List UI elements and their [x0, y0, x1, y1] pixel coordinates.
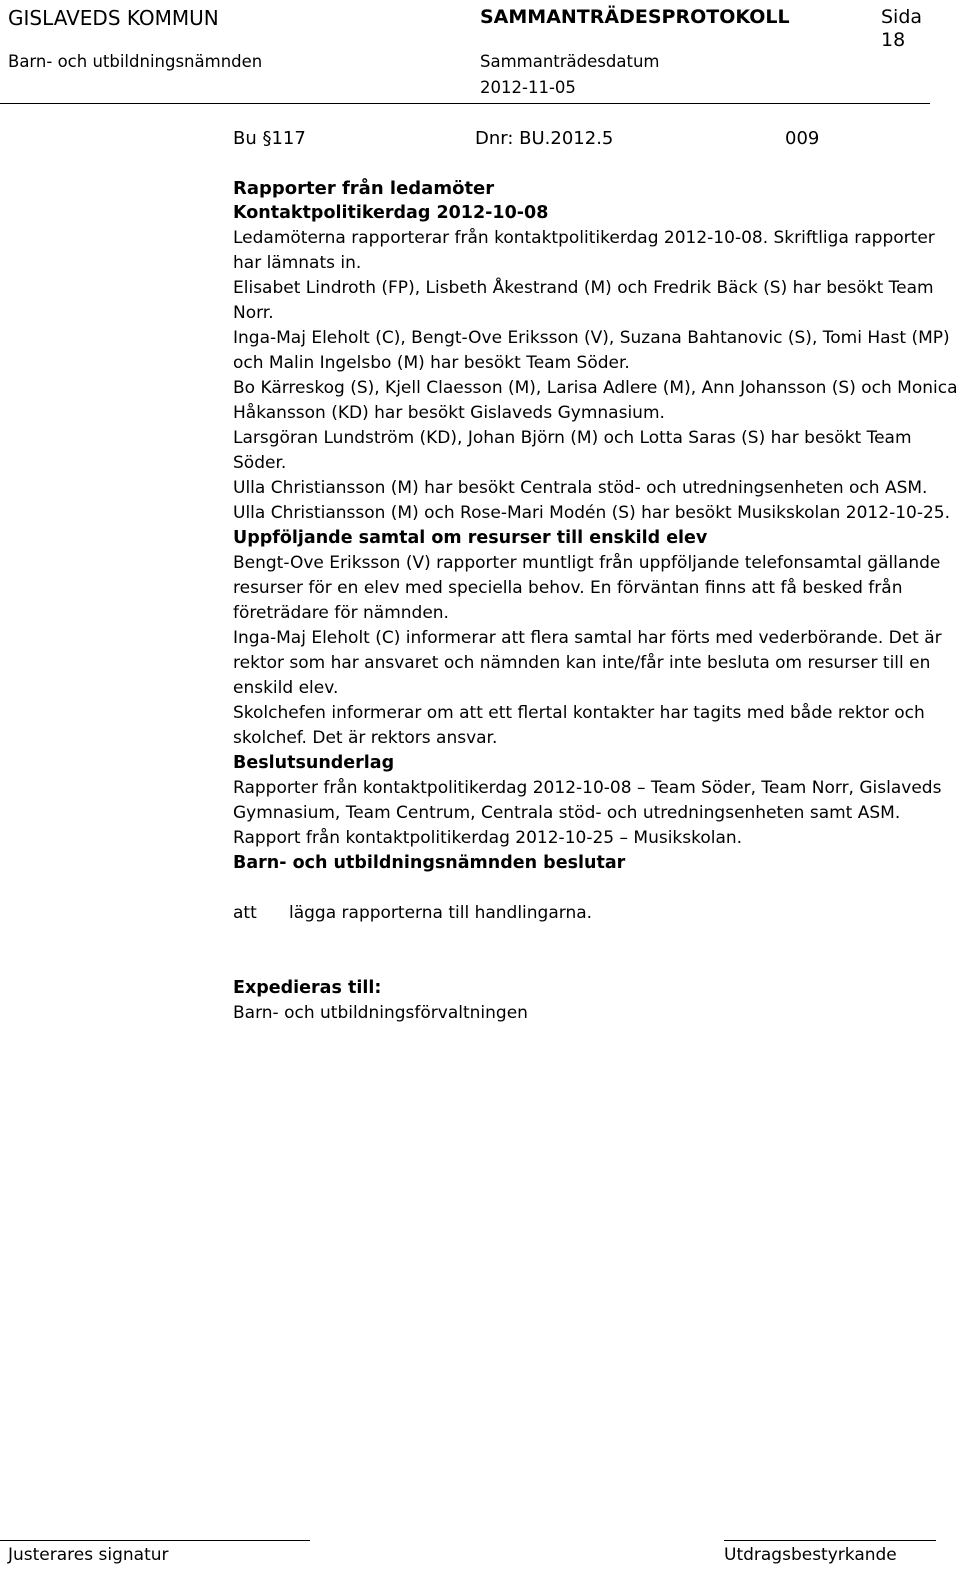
paragraph: Elisabet Lindroth (FP), Lisbeth Åkestrand (M) och Fredrik Bäck (S) har besökt Team Norr. [233, 278, 934, 323]
board-name: Barn- och utbildningsnämnden [8, 52, 263, 71]
decision-heading: Barn- och utbildningsnämnden beslutar [233, 853, 626, 873]
decision-text: lägga rapporterna till handlingarna. [289, 903, 593, 923]
paragraph: Larsgöran Lundström (KD), Johan Björn (M) och Lotta Saras (S) har besökt Team Söder. [233, 428, 912, 473]
document-title: SAMMANTRÄDESPROTOKOLL [480, 6, 790, 28]
paragraph: Ledamöterna rapporterar från kontaktpolitikerdag 2012-10-08. Skriftliga rapporter har lämnats in. [233, 228, 935, 273]
dispatch-heading: Expedieras till: [233, 978, 382, 998]
paragraph: Ulla Christiansson (M) och Rose-Mari Modén (S) har besökt Musikskolan 2012-10-25. [233, 503, 951, 523]
page-label: Sida [881, 6, 923, 28]
section-heading-follow-up: Uppföljande samtal om resurser till enskild elev [233, 528, 708, 548]
section-heading-contact-day: Kontaktpolitikerdag 2012-10-08 [233, 203, 549, 223]
meeting-date: 2012-11-05 [480, 78, 576, 97]
decision-basis-item: Rapport från kontaktpolitikerdag 2012-10-25 – Musikskolan. [233, 828, 743, 848]
diary-number: Dnr: BU.2012.5 [475, 128, 614, 149]
decision-basis-item: Rapporter från kontaktpolitikerdag 2012-10-08 – Team Söder, Team Norr, Gislaveds Gymnasium, Team Centrum, Centrala stöd- och utredningsenheten samt ASM. [233, 778, 942, 823]
decision-att: att [233, 903, 257, 923]
dispatch-recipient: Barn- och utbildningsförvaltningen [233, 1003, 528, 1023]
header-divider [0, 103, 930, 104]
paragraph: Skolchefen informerar om att ett flertal kontakter har tagits med både rektor och skolchef. Det är rektors ansvar. [233, 703, 925, 748]
adjuster-signature-label: Justerares signatur [8, 1545, 169, 1565]
paragraph: Inga-Maj Eleholt (C), Bengt-Ove Eriksson (V), Suzana Bahtanovic (S), Tomi Hast (MP) och Malin Ingelsbo (M) har besökt Team Söder. [233, 328, 950, 373]
paragraph: Inga-Maj Eleholt (C) informerar att flera samtal har förts med vederbörande. Det är rektor som har ansvaret och nämnden kan inte/får inte besluta om resurser till en enskild elev. [233, 628, 942, 698]
signature-line [0, 1540, 310, 1541]
paragraph: Ulla Christiansson (M) har besökt Centrala stöd- och utredningsenheten och ASM. [233, 478, 928, 498]
page-number: 18 [881, 29, 906, 51]
document-body [233, 126, 960, 1026]
municipality-name: GISLAVEDS KOMMUN [8, 6, 219, 30]
paragraph: Bo Kärreskog (S), Kjell Claesson (M), Larisa Adlere (M), Ann Johansson (S) och Monica Håkansson (KD) har besökt Gislaveds Gymnasium. [233, 378, 958, 423]
reference-line [233, 126, 960, 152]
certification-line [724, 1540, 936, 1541]
decision-line [233, 901, 960, 926]
decision-basis-heading: Beslutsunderlag [233, 753, 395, 773]
extract-certification-label: Utdragsbestyrkande [724, 1545, 897, 1565]
archive-code: 009 [785, 128, 820, 149]
paragraph-number: Bu §117 [233, 128, 306, 149]
meeting-date-label: Sammanträdesdatum [480, 52, 660, 71]
paragraph: Bengt-Ove Eriksson (V) rapporter muntligt från uppföljande telefonsamtal gällande resurser för en elev med speciella behov. En förväntan finns att få besked från företrädare för nämnden. [233, 553, 941, 623]
item-title: Rapporter från ledamöter [233, 178, 495, 199]
